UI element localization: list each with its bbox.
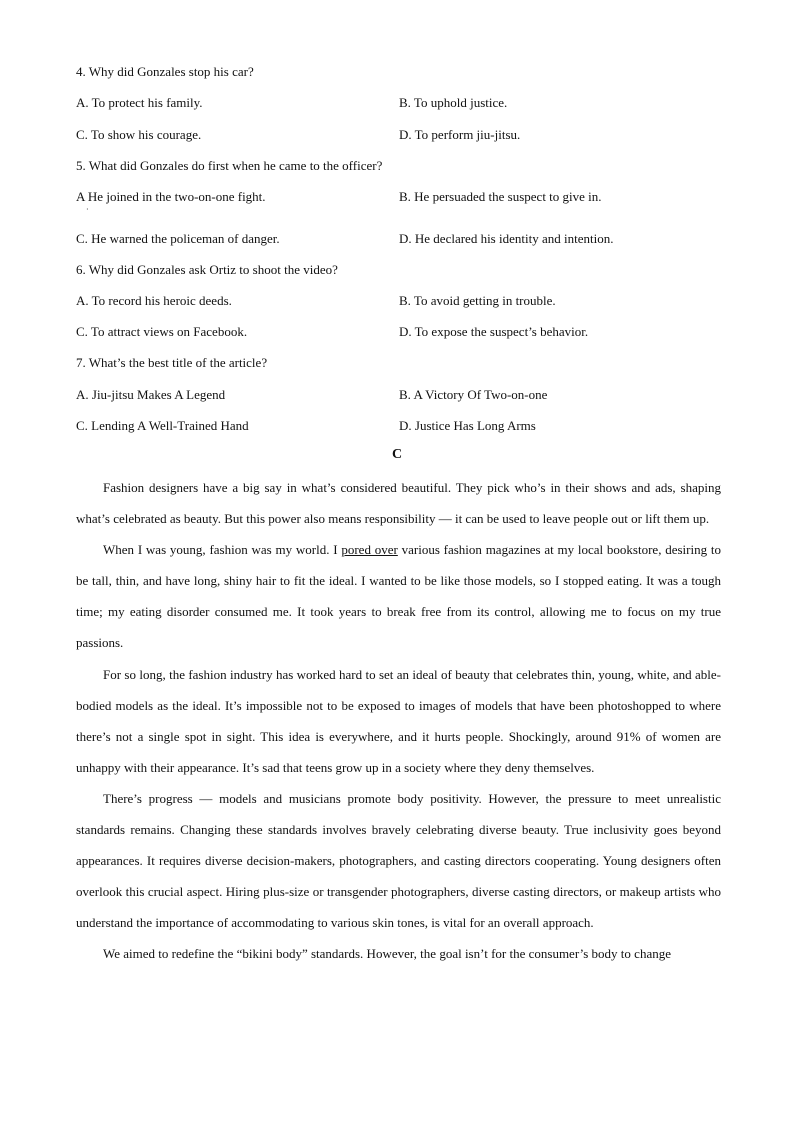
question-6-option-a: A. To record his heroic deeds. [76,293,232,308]
underlined-phrase: pored over [341,542,398,558]
reading-passage [76,472,721,970]
question-4-stem: 4. Why did Gonzales stop his car? [76,64,254,79]
question-7-option-b: B. A Victory Of Two-on-one [399,387,548,402]
question-7-option-d: D. Justice Has Long Arms [399,418,536,433]
passage-paragraph-4: There’s progress — models and musicians promote body positivity. However, the pressure to meet unrealistic standards remains. Changing these standards involves bravely celebrating diverse beauty. True inclusivity goes beyond appearances. It requires diverse decision-makers, photographers, and casting directors cooperating. Young designers often overlook this crucial aspect. Hiring plus-size or transgender photographers, diverse casting directors, or makeup artists who understand the importance of accommodating to various skin tones, is vital for an overall approach. [76,790,721,931]
question-4-option-b: B. To uphold justice. [399,95,508,110]
question-7-option-c: C. Lending A Well-Trained Hand [76,418,249,433]
passage-paragraph-3: For so long, the fashion industry has worked hard to set an ideal of beauty that celebrates thin, young, white, and able-bodied models as the ideal. It’s impossible not to be exposed to images of models that have been photoshopped to where there’s not a single spot in sight. This idea is everywhere, and it hurts people. Shockingly, around 91% of women are unhappy with their appearance. It’s sad that teens grow up in a society where they deny themselves. [76,666,721,775]
question-5-option-c: C. He warned the policeman of danger. [76,231,280,246]
stray-mark: · [86,205,89,214]
question-5-option-a: A He joined in the two-on-one fight. [76,189,266,204]
question-6-option-c: C. To attract views on Facebook. [76,324,248,339]
passage-paragraph-2-start: When I was young, fashion was my world. I [103,542,342,558]
question-4-option-d: D. To perform jiu-jitsu. [399,127,521,142]
question-7-option-a: A. Jiu-jitsu Makes A Legend [76,387,226,402]
question-7-stem: 7. What’s the best title of the article? [76,355,268,370]
question-5-stem: 5. What did Gonzales do first when he came to the officer? [76,158,383,173]
question-5-option-d: D. He declared his identity and intention. [399,231,614,246]
question-6-option-b: B. To avoid getting in trouble. [399,293,556,308]
question-4-option-a: A. To protect his family. [76,95,203,110]
question-6-option-d: D. To expose the suspect’s behavior. [399,324,589,339]
section-heading: C [391,447,403,462]
passage-paragraph-2-rest: various fashion magazines at my local bookstore, desiring to be tall, thin, and have long, shiny hair to fit the ideal. I wanted to be like those models, so I stopped eating. It was a tough time; my eating disorder consumed me. It took years to break free from its control, allowing me to focus on my true passions. [76,542,721,651]
question-6-stem: 6. Why did Gonzales ask Ortiz to shoot the video? [76,262,338,277]
question-4-option-c: C. To show his courage. [76,127,202,142]
passage-paragraph-2 [76,534,721,658]
passage-paragraph-1: Fashion designers have a big say in what’s considered beautiful. They pick who’s in their shows and ads, shaping what’s celebrated as beauty. But this power also means responsibility — it can be used to leave people out or lift them up. [76,480,721,527]
passage-paragraph-5: We aimed to redefine the “bikini body” standards. However, the goal isn’t for the consumer’s body to change [103,946,671,962]
question-5-option-b: B. He persuaded the suspect to give in. [399,189,602,204]
